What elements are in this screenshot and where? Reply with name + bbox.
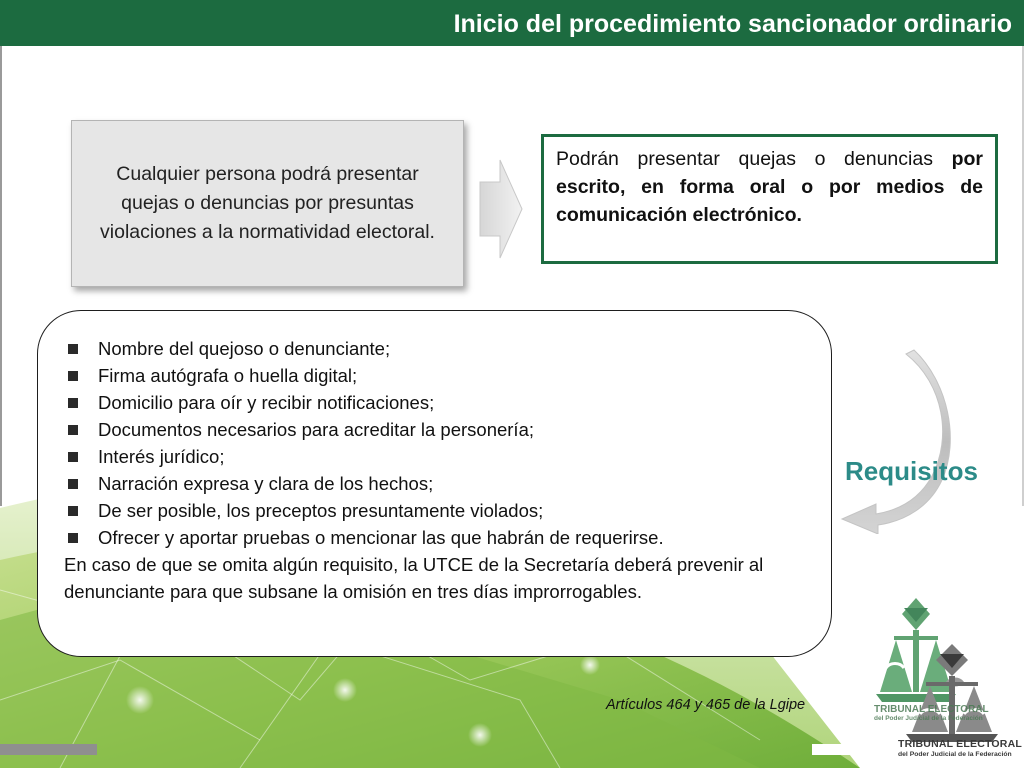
square-bullet-icon <box>68 371 78 381</box>
how-to-file-text-bold: por escrito, en forma oral o por medios de comunicación electrónico. <box>556 148 983 226</box>
logo-title: TRIBUNAL ELECTORAL <box>898 738 1022 750</box>
page-title: Inicio del procedimiento sancionador ordinario <box>453 10 1012 38</box>
square-bullet-icon <box>68 506 78 516</box>
list-item: Firma autógrafa o huella digital; <box>64 362 805 389</box>
logo-subtitle: del Poder Judicial de la Federación <box>898 751 1012 758</box>
curved-arrow-icon <box>836 348 954 534</box>
list-item: Ofrecer y aportar pruebas o mencionar las que habrán de requerirse. <box>64 524 805 551</box>
logo-ghost-title: TRIBUNAL ELECTORAL <box>874 704 989 715</box>
square-bullet-icon <box>68 479 78 489</box>
square-bullet-icon <box>68 533 78 543</box>
square-bullet-icon <box>68 344 78 354</box>
square-bullet-icon <box>68 452 78 462</box>
square-bullet-icon <box>68 425 78 435</box>
requirements-list <box>64 335 805 551</box>
list-item: Narración expresa y clara de los hechos; <box>64 470 805 497</box>
who-can-file-box <box>71 120 464 287</box>
requirements-box <box>37 310 832 657</box>
header-bar <box>0 0 1024 46</box>
square-bullet-icon <box>68 398 78 408</box>
requirements-label: Requisitos <box>845 456 978 486</box>
arrow-right-icon <box>478 156 524 262</box>
list-item: De ser posible, los preceptos presuntamente violados; <box>64 497 805 524</box>
left-divider <box>0 46 2 506</box>
list-item: Nombre del quejoso o denunciante; <box>64 335 805 362</box>
how-to-file-text <box>556 145 983 229</box>
logo-ghost-subtitle: del Poder Judicial de la Federación <box>874 715 983 722</box>
legal-reference: Artículos 464 y 465 de la Lgipe <box>606 697 806 713</box>
omission-note: En caso de que se omita algún requisito, la UTCE de la Secretaría deberá prevenir al denunciante para que subsane la omisión en tres días improrrogables. <box>64 554 764 602</box>
how-to-file-box <box>541 134 998 264</box>
list-item: Domicilio para oír y recibir notificaciones; <box>64 389 805 416</box>
bottom-left-bar <box>0 744 97 755</box>
list-item: Interés jurídico; <box>64 443 805 470</box>
who-can-file-text: Cualquier persona podrá presentar quejas o denuncias por presuntas violaciones a la normatividad electoral. <box>100 163 435 243</box>
list-item: Documentos necesarios para acreditar la personería; <box>64 416 805 443</box>
how-to-file-text-normal: Podrán presentar quejas o denuncias <box>556 148 952 170</box>
